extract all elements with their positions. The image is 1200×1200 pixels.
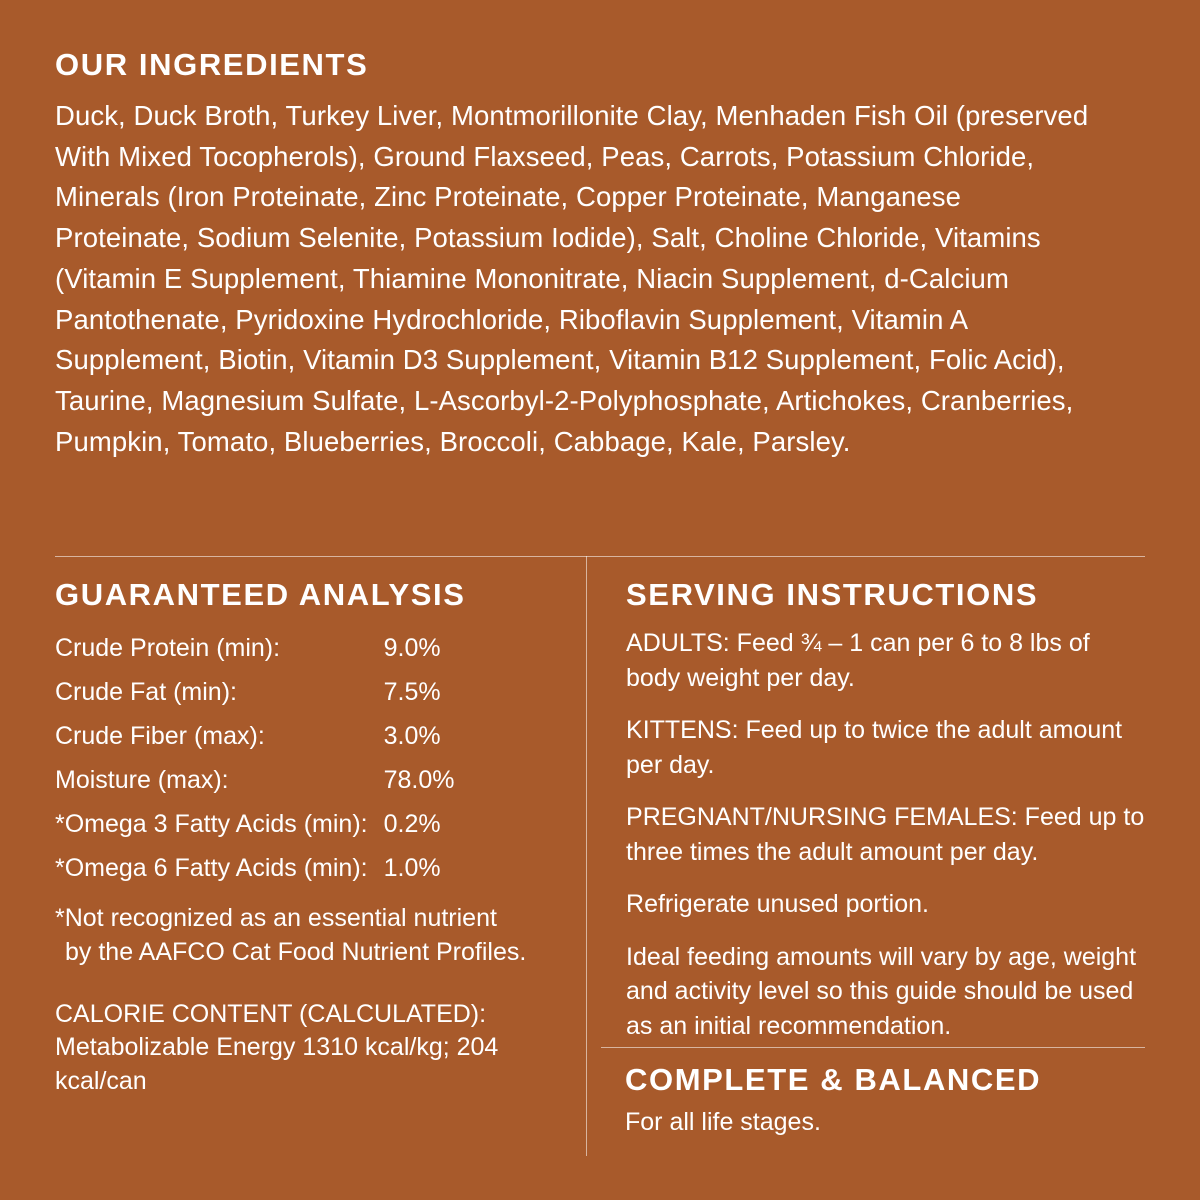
ingredients-body: Duck, Duck Broth, Turkey Liver, Montmorillonite Clay, Menhaden Fish Oil (preserved With Mixed Tocopherols), Ground Flaxseed, Peas, Carrots, Potassium Chloride, Minerals (Iron Proteinate, Zinc Proteinate, Copper Proteinate, Manganese Proteinate, Sodium Selenite, Potassium Iodide), Salt, Choline Chloride, Vitamins (Vitamin E Supplement, Thiamine Mononitrate, Niacin Supplement, d-Calcium Pantothenate, Pyridoxine Hydrochloride, Riboflavin Supplement, Vitamin A Supplement, Biotin, Vitamin D3 Supplement, Vitamin B12 Supplement, Folic Acid), Taurine, Magnesium Sulfate, L-Ascorbyl-2-Polyphosphate, Artichokes, Cranberries, Pumpkin, Tomato, Blueberries, Broccoli, Cabbage, Kale, Parsley. <box>55 100 1089 457</box>
serving-paragraph-kittens: KITTENS: Feed up to twice the adult amount per day. <box>626 716 1123 779</box>
nutrient-value: 9.0% <box>383 633 441 662</box>
complete-balanced-heading: COMPLETE & BALANCED <box>625 1062 1042 1097</box>
nutrient-value: 1.0% <box>383 853 441 882</box>
table-row <box>55 670 455 714</box>
serving-paragraph-refrigerate: Refrigerate unused portion. <box>626 890 929 919</box>
guaranteed-analysis-table <box>55 626 455 890</box>
nutrient-label: *Omega 3 Fatty Acids (min): <box>55 809 368 838</box>
calorie-content-heading: CALORIE CONTENT (CALCULATED): <box>55 999 487 1028</box>
guaranteed-analysis-section <box>55 578 580 1099</box>
ingredients-section <box>55 48 1145 462</box>
table-row <box>55 846 455 890</box>
aafco-footnote <box>55 902 570 970</box>
table-row <box>55 802 455 846</box>
nutrient-value: 0.2% <box>383 809 441 838</box>
lower-columns <box>55 578 1145 1099</box>
aafco-footnote-line2: by the AAFCO Cat Food Nutrient Profiles. <box>65 937 527 966</box>
nutrient-label: Moisture (max): <box>55 765 229 794</box>
nutrient-label: Crude Fiber (max): <box>55 721 265 750</box>
nutrient-label: Crude Fat (min): <box>55 677 237 706</box>
table-row <box>55 714 455 758</box>
guaranteed-analysis-heading: GUARANTEED ANALYSIS <box>55 577 466 612</box>
table-row <box>55 758 455 802</box>
serving-instructions-section <box>626 578 1145 1099</box>
ingredients-heading: OUR INGREDIENTS <box>55 47 369 82</box>
nutrient-label: Crude Protein (min): <box>55 633 281 662</box>
serving-instructions-heading: SERVING INSTRUCTIONS <box>626 577 1039 612</box>
serving-paragraph-adults: ADULTS: Feed ¾ – 1 can per 6 to 8 lbs of body weight per day. <box>626 629 1090 692</box>
divider-horizontal-top <box>55 556 1145 557</box>
complete-balanced-text: For all life stages. <box>625 1108 821 1136</box>
nutrient-value: 7.5% <box>383 677 441 706</box>
calorie-content <box>55 998 570 1099</box>
nutrient-value: 3.0% <box>383 721 441 750</box>
nutrient-value: 78.0% <box>383 765 455 794</box>
complete-balanced-section <box>625 1062 1145 1139</box>
aafco-footnote-line1: *Not recognized as an essential nutrient <box>55 904 497 933</box>
calorie-content-value: Metabolizable Energy 1310 kcal/kg; 204 kcal/can <box>55 1033 499 1096</box>
nutrient-label: *Omega 6 Fatty Acids (min): <box>55 853 368 882</box>
serving-paragraph-pregnant: PREGNANT/NURSING FEMALES: Feed up to three times the adult amount per day. <box>626 803 1145 866</box>
serving-paragraph-guide: Ideal feeding amounts will vary by age, weight and activity level so this guide should be used as an initial recommendation. <box>626 942 1137 1040</box>
table-row <box>55 626 455 670</box>
